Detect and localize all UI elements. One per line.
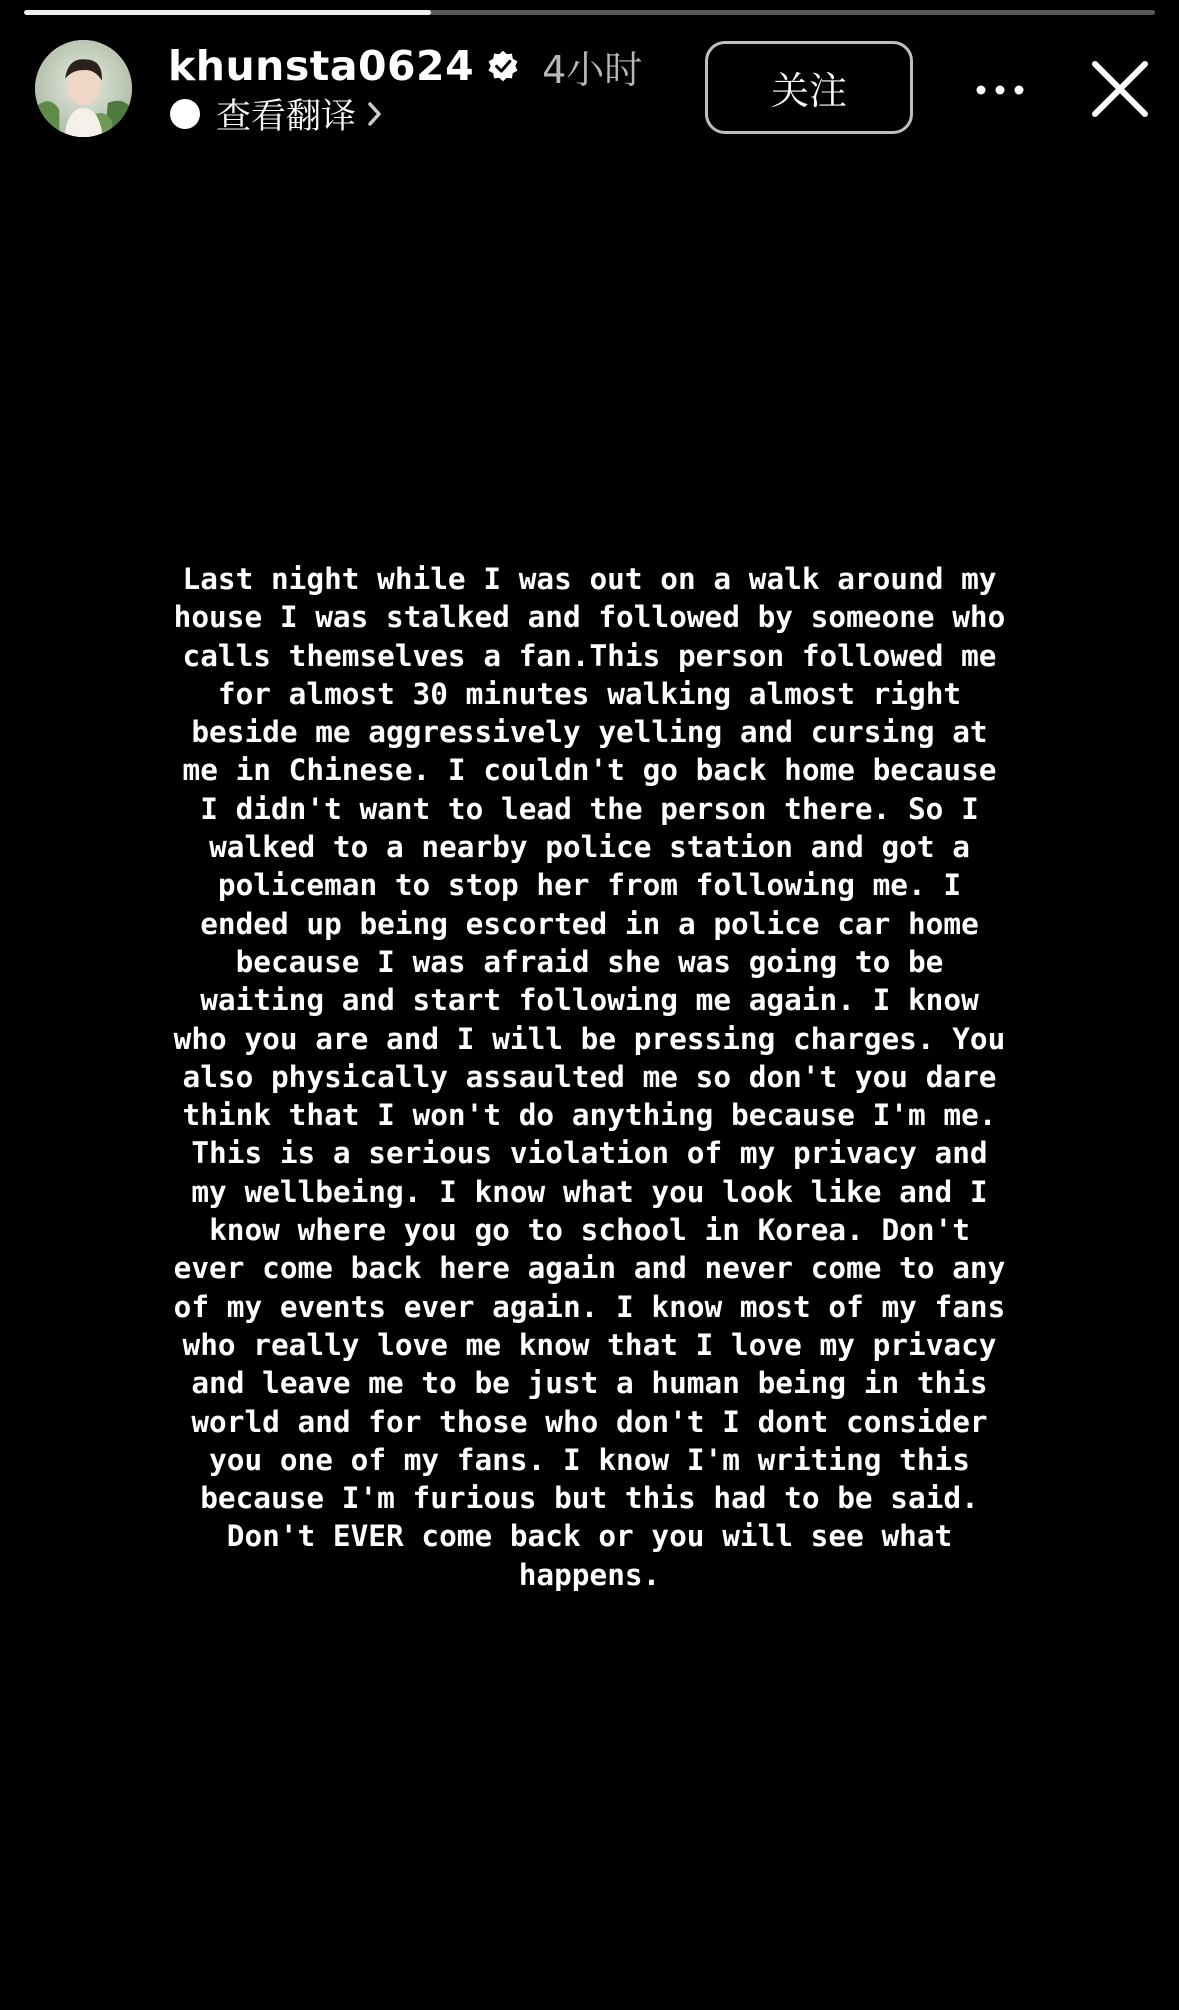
- story-text: Last night while I was out on a walk around my house I was stalked and followed by someone who calls themselves a fan.This person followed me for almost 30 minutes walking almost right beside me aggressively yelling and cursing at me in Chinese. I couldn't go back home because I didn't want to lead the person there. So I walked to a nearby police station and got a policeman to stop her from following me. I ended up being escorted in a police car home because I was afraid she was going to be waiting and start following me again. I know who you are and I will be pressing charges. You also physically assaulted me so don't you dare think that I won't do anything because I'm me. This is a serious violation of my privacy and my wellbeing. I know what you look like and I know where you go to school in Korea. Don't ever come back here again and never come to any of my events ever again. I know most of my fans who really love me know that I love my privacy and leave me to be just a human being in this world and for those who don't I dont consider you one of my fans. I know I'm writing this because I'm furious but this had to be said. Don't EVER come back or you will see what happens.: [173, 562, 1006, 1592]
- avatar-image: [35, 40, 132, 137]
- avatar[interactable]: [35, 40, 132, 137]
- chevron-right-icon: [366, 99, 384, 129]
- post-time: 4小时: [542, 47, 643, 92]
- follow-button[interactable]: 关注: [705, 41, 913, 134]
- translate-bubble-icon: [168, 97, 202, 131]
- see-translation-label: 查看翻译: [216, 97, 357, 137]
- story-progress-fill: [24, 10, 431, 15]
- close-icon[interactable]: [1089, 58, 1151, 120]
- verified-badge-icon: [486, 49, 520, 83]
- username[interactable]: khunsta0624: [168, 42, 475, 90]
- see-translation-link[interactable]: [168, 88, 384, 140]
- story-progress-bar: [24, 10, 1155, 15]
- username-row: [168, 38, 642, 94]
- more-icon[interactable]: [970, 70, 1030, 110]
